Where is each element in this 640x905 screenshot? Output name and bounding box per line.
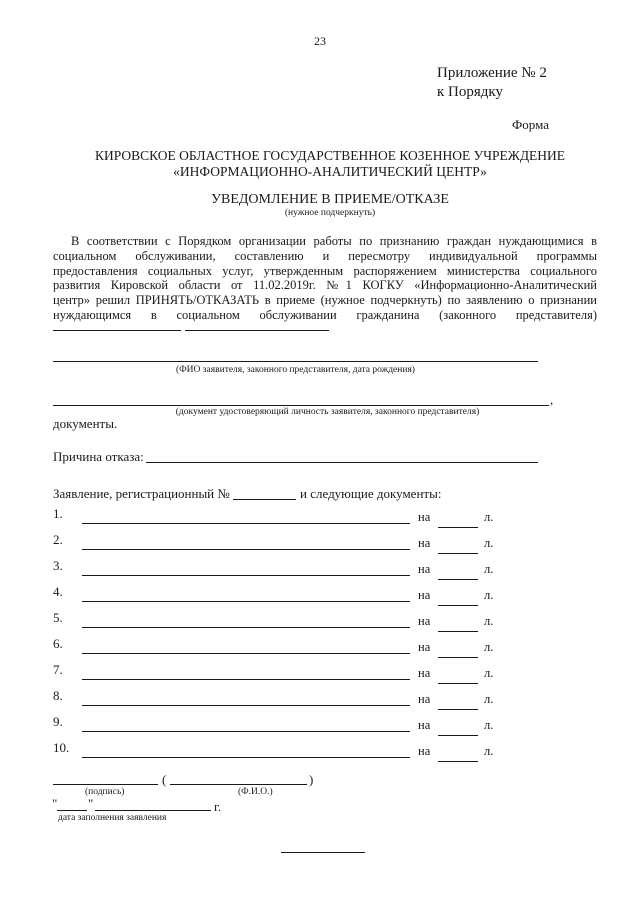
organization-name bbox=[60, 148, 600, 180]
paragraph-line: В соответствии с Порядком организации работы по признанию граждан нуждающимися в bbox=[71, 234, 597, 248]
document-name-field[interactable] bbox=[82, 705, 410, 706]
date-quote-open: " bbox=[52, 796, 58, 811]
id-document-hint: (документ удостоверяющий личность заявителя, законного представителя) bbox=[175, 407, 480, 417]
pages-count-field[interactable] bbox=[438, 579, 478, 580]
row-number: 3. bbox=[53, 558, 63, 573]
signature-field[interactable] bbox=[53, 784, 158, 785]
date-hint: дата заполнения заявления bbox=[58, 813, 167, 823]
document-name-field[interactable] bbox=[82, 523, 410, 524]
document-row bbox=[0, 506, 640, 532]
refusal-reason-field[interactable] bbox=[146, 462, 538, 463]
document-row bbox=[0, 740, 640, 766]
row-number: 4. bbox=[53, 584, 63, 599]
paragraph-line: развития Кировской области от 11.02.2019г. №1 КОГКУ «Информационно-Аналитический bbox=[53, 278, 597, 293]
applicant-field[interactable] bbox=[53, 361, 538, 362]
page-number: 23 bbox=[314, 34, 326, 48]
document-row bbox=[0, 610, 640, 636]
appendix-order: к Порядку bbox=[437, 84, 503, 100]
paragraph-line: нуждающимся в социальном обслуживании гражданина (законного представителя) bbox=[53, 307, 597, 322]
pages-prefix: на bbox=[418, 640, 431, 654]
row-number: 5. bbox=[53, 610, 63, 625]
paragraph-line: социальном обслуживании, составлению и пересмотру индивидуальной программы bbox=[53, 248, 597, 263]
pages-prefix: на bbox=[418, 536, 431, 550]
document-row bbox=[0, 688, 640, 714]
row-number: 1. bbox=[53, 506, 63, 521]
pages-suffix: л. bbox=[484, 718, 494, 732]
fio-close-paren: ) bbox=[309, 772, 314, 787]
pages-suffix: л. bbox=[484, 744, 494, 758]
pages-prefix: на bbox=[418, 562, 431, 576]
pages-prefix: на bbox=[418, 614, 431, 628]
document-row bbox=[0, 532, 640, 558]
document-name-field[interactable] bbox=[82, 627, 410, 628]
fio-field[interactable] bbox=[170, 784, 307, 785]
refusal-reason-label: Причина отказа: bbox=[53, 449, 144, 464]
document-name-field[interactable] bbox=[82, 575, 410, 576]
main-paragraph bbox=[53, 234, 597, 323]
row-number: 7. bbox=[53, 662, 63, 677]
organization-line-2: «ИНФОРМАЦИОННО-АНАЛИТИЧЕСКИЙ ЦЕНТР» bbox=[173, 164, 487, 179]
pages-count-field[interactable] bbox=[438, 735, 478, 736]
pages-suffix: л. bbox=[484, 562, 494, 576]
documents-word: документы. bbox=[53, 416, 118, 431]
applicant-hint: (ФИО заявителя, законного представителя, дата рождения) bbox=[176, 365, 415, 375]
bottom-rule bbox=[281, 852, 365, 853]
date-day-field[interactable] bbox=[57, 810, 87, 811]
pages-count-field[interactable] bbox=[438, 553, 478, 554]
appendix-number: Приложение № 2 bbox=[437, 65, 547, 81]
application-suffix: и следующие документы: bbox=[300, 486, 442, 501]
document-row bbox=[0, 636, 640, 662]
document-row bbox=[0, 714, 640, 740]
pages-suffix: л. bbox=[484, 640, 494, 654]
citizen-name-line-b[interactable] bbox=[185, 330, 329, 331]
row-number: 8. bbox=[53, 688, 63, 703]
row-number: 2. bbox=[53, 532, 63, 547]
pages-count-field[interactable] bbox=[438, 683, 478, 684]
citizen-name-line-a[interactable] bbox=[53, 330, 181, 331]
notice-hint: (нужное подчеркнуть) bbox=[284, 208, 376, 218]
document-name-field[interactable] bbox=[82, 549, 410, 550]
pages-count-field[interactable] bbox=[438, 631, 478, 632]
pages-prefix: на bbox=[418, 666, 431, 680]
row-number: 9. bbox=[53, 714, 63, 729]
pages-prefix: на bbox=[418, 510, 431, 524]
document-name-field[interactable] bbox=[82, 601, 410, 602]
row-number: 6. bbox=[53, 636, 63, 651]
pages-suffix: л. bbox=[484, 536, 494, 550]
document-row bbox=[0, 584, 640, 610]
notice-title: УВЕДОМЛЕНИЕ В ПРИЕМЕ/ОТКАЗЕ bbox=[211, 192, 449, 207]
pages-count-field[interactable] bbox=[438, 709, 478, 710]
registration-number-field[interactable] bbox=[233, 499, 296, 500]
year-suffix: г. bbox=[214, 799, 222, 814]
date-quote-close: " bbox=[88, 796, 94, 811]
row-number: 10. bbox=[53, 740, 70, 755]
paragraph-line: предоставления социальных услуг, утвержденным распоряжением министерства социального bbox=[53, 263, 597, 278]
form-label: Форма bbox=[512, 117, 549, 132]
organization-line-1: КИРОВСКОЕ ОБЛАСТНОЕ ГОСУДАРСТВЕННОЕ КОЗЕННОЕ УЧРЕЖДЕНИЕ bbox=[94, 148, 566, 163]
application-label: Заявление, регистрационный № bbox=[53, 486, 230, 501]
document-name-field[interactable] bbox=[82, 757, 410, 758]
pages-suffix: л. bbox=[484, 614, 494, 628]
id-document-field[interactable] bbox=[53, 405, 549, 406]
document-row bbox=[0, 662, 640, 688]
pages-prefix: на bbox=[418, 692, 431, 706]
pages-suffix: л. bbox=[484, 666, 494, 680]
appendix-reference bbox=[437, 64, 547, 102]
document-name-field[interactable] bbox=[82, 653, 410, 654]
document-name-field[interactable] bbox=[82, 679, 410, 680]
pages-prefix: на bbox=[418, 588, 431, 602]
pages-prefix: на bbox=[418, 718, 431, 732]
pages-count-field[interactable] bbox=[438, 657, 478, 658]
pages-suffix: л. bbox=[484, 692, 494, 706]
signature-hint: (подпись) bbox=[85, 787, 125, 797]
pages-prefix: на bbox=[418, 744, 431, 758]
pages-count-field[interactable] bbox=[438, 605, 478, 606]
document-name-field[interactable] bbox=[82, 731, 410, 732]
pages-count-field[interactable] bbox=[438, 761, 478, 762]
pages-suffix: л. bbox=[484, 588, 494, 602]
date-month-year-field[interactable] bbox=[95, 810, 211, 811]
pages-suffix: л. bbox=[484, 510, 494, 524]
fio-hint: (Ф.И.О.) bbox=[238, 787, 273, 797]
fio-open-paren: ( bbox=[162, 772, 167, 787]
paragraph-line: центр» решил ПРИНЯТЬ/ОТКАЗАТЬ в приеме (нужное подчеркнуть) по заявлению о признании bbox=[53, 293, 597, 308]
pages-count-field[interactable] bbox=[438, 527, 478, 528]
document-row bbox=[0, 558, 640, 584]
id-document-comma: , bbox=[550, 392, 554, 407]
